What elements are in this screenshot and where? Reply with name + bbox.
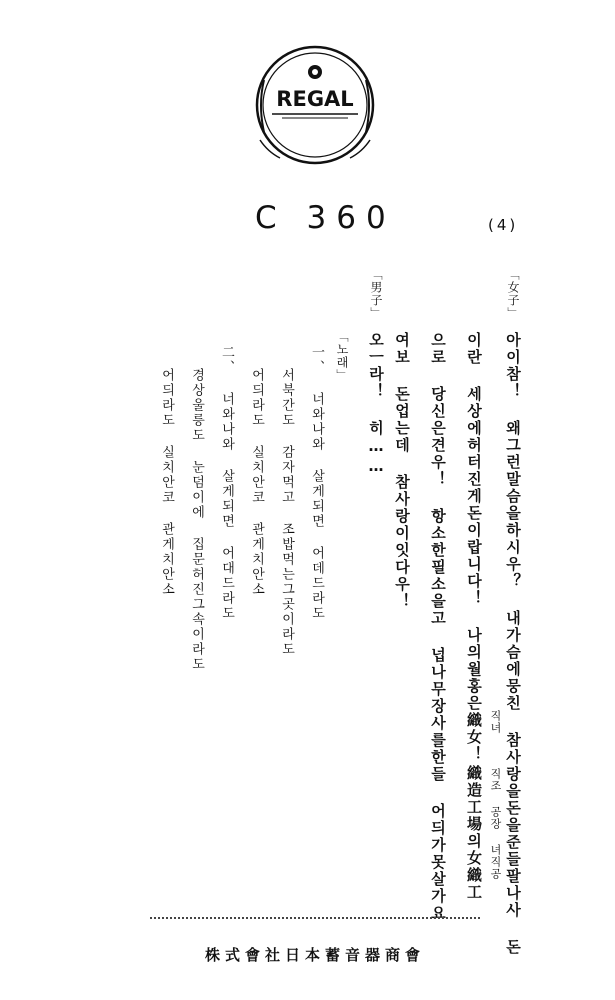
male-line: 오ㅡ라！ 히……: [367, 332, 385, 477]
female-line-2: 이란 세상에허터진게돈이랍니다！ 나의월홍은織女！: [465, 332, 483, 763]
catalog-number: C 360: [255, 200, 396, 236]
footer-dotted-rule: [150, 917, 480, 919]
footer-company: 株式會社日本蓄音器商會: [204, 946, 425, 964]
verse2-line-3: 어듸라도 실치안코 관게치안소: [159, 368, 174, 597]
verse2-line-1: 二、 너와나와 살게되면 어대드라도: [219, 345, 234, 621]
weaver-reading-annotation: 직녀: [489, 710, 502, 734]
regal-gramophone-logo-icon: [250, 40, 380, 170]
song-label: 「노래」: [335, 330, 349, 382]
verse1-line-2: 서북간도 감자먹고 조밥먹는그곳이라도: [279, 368, 294, 657]
verse2-line-2: 경상울릉도 눈덤이에 집문허진그속이라도: [189, 368, 204, 672]
male-speaker-label: 「男子」: [369, 268, 383, 320]
verse1-line-3: 어듸라도 실치안코 관게치안소: [249, 368, 264, 597]
factory-hanja-annotation: 織造工場의女織工: [465, 765, 483, 901]
female-speaker-label: 「女子」: [506, 268, 520, 320]
verse1-line-1: 一、 너와나와 살게되면 어데드라도: [309, 345, 324, 621]
regal-logo: [250, 40, 380, 170]
factory-reading-annotation: 직조 공장 녀직공: [489, 768, 502, 880]
female-line-3: 으로 당신은견우！ 항소한필소을고 넙나무장사를한들 어듸가못살가요: [429, 332, 447, 922]
female-line-1: 아이참！ 왜그런말슴을하시우？ 내가슴에뭉친 참사랑을돈을준들팔나사 돈: [504, 332, 522, 956]
female-line-4: 여보 돈업는데 참사랑이잇다우！: [393, 332, 411, 610]
page-number: (4): [488, 216, 519, 234]
logo-brand-text: REGAL: [276, 87, 354, 111]
